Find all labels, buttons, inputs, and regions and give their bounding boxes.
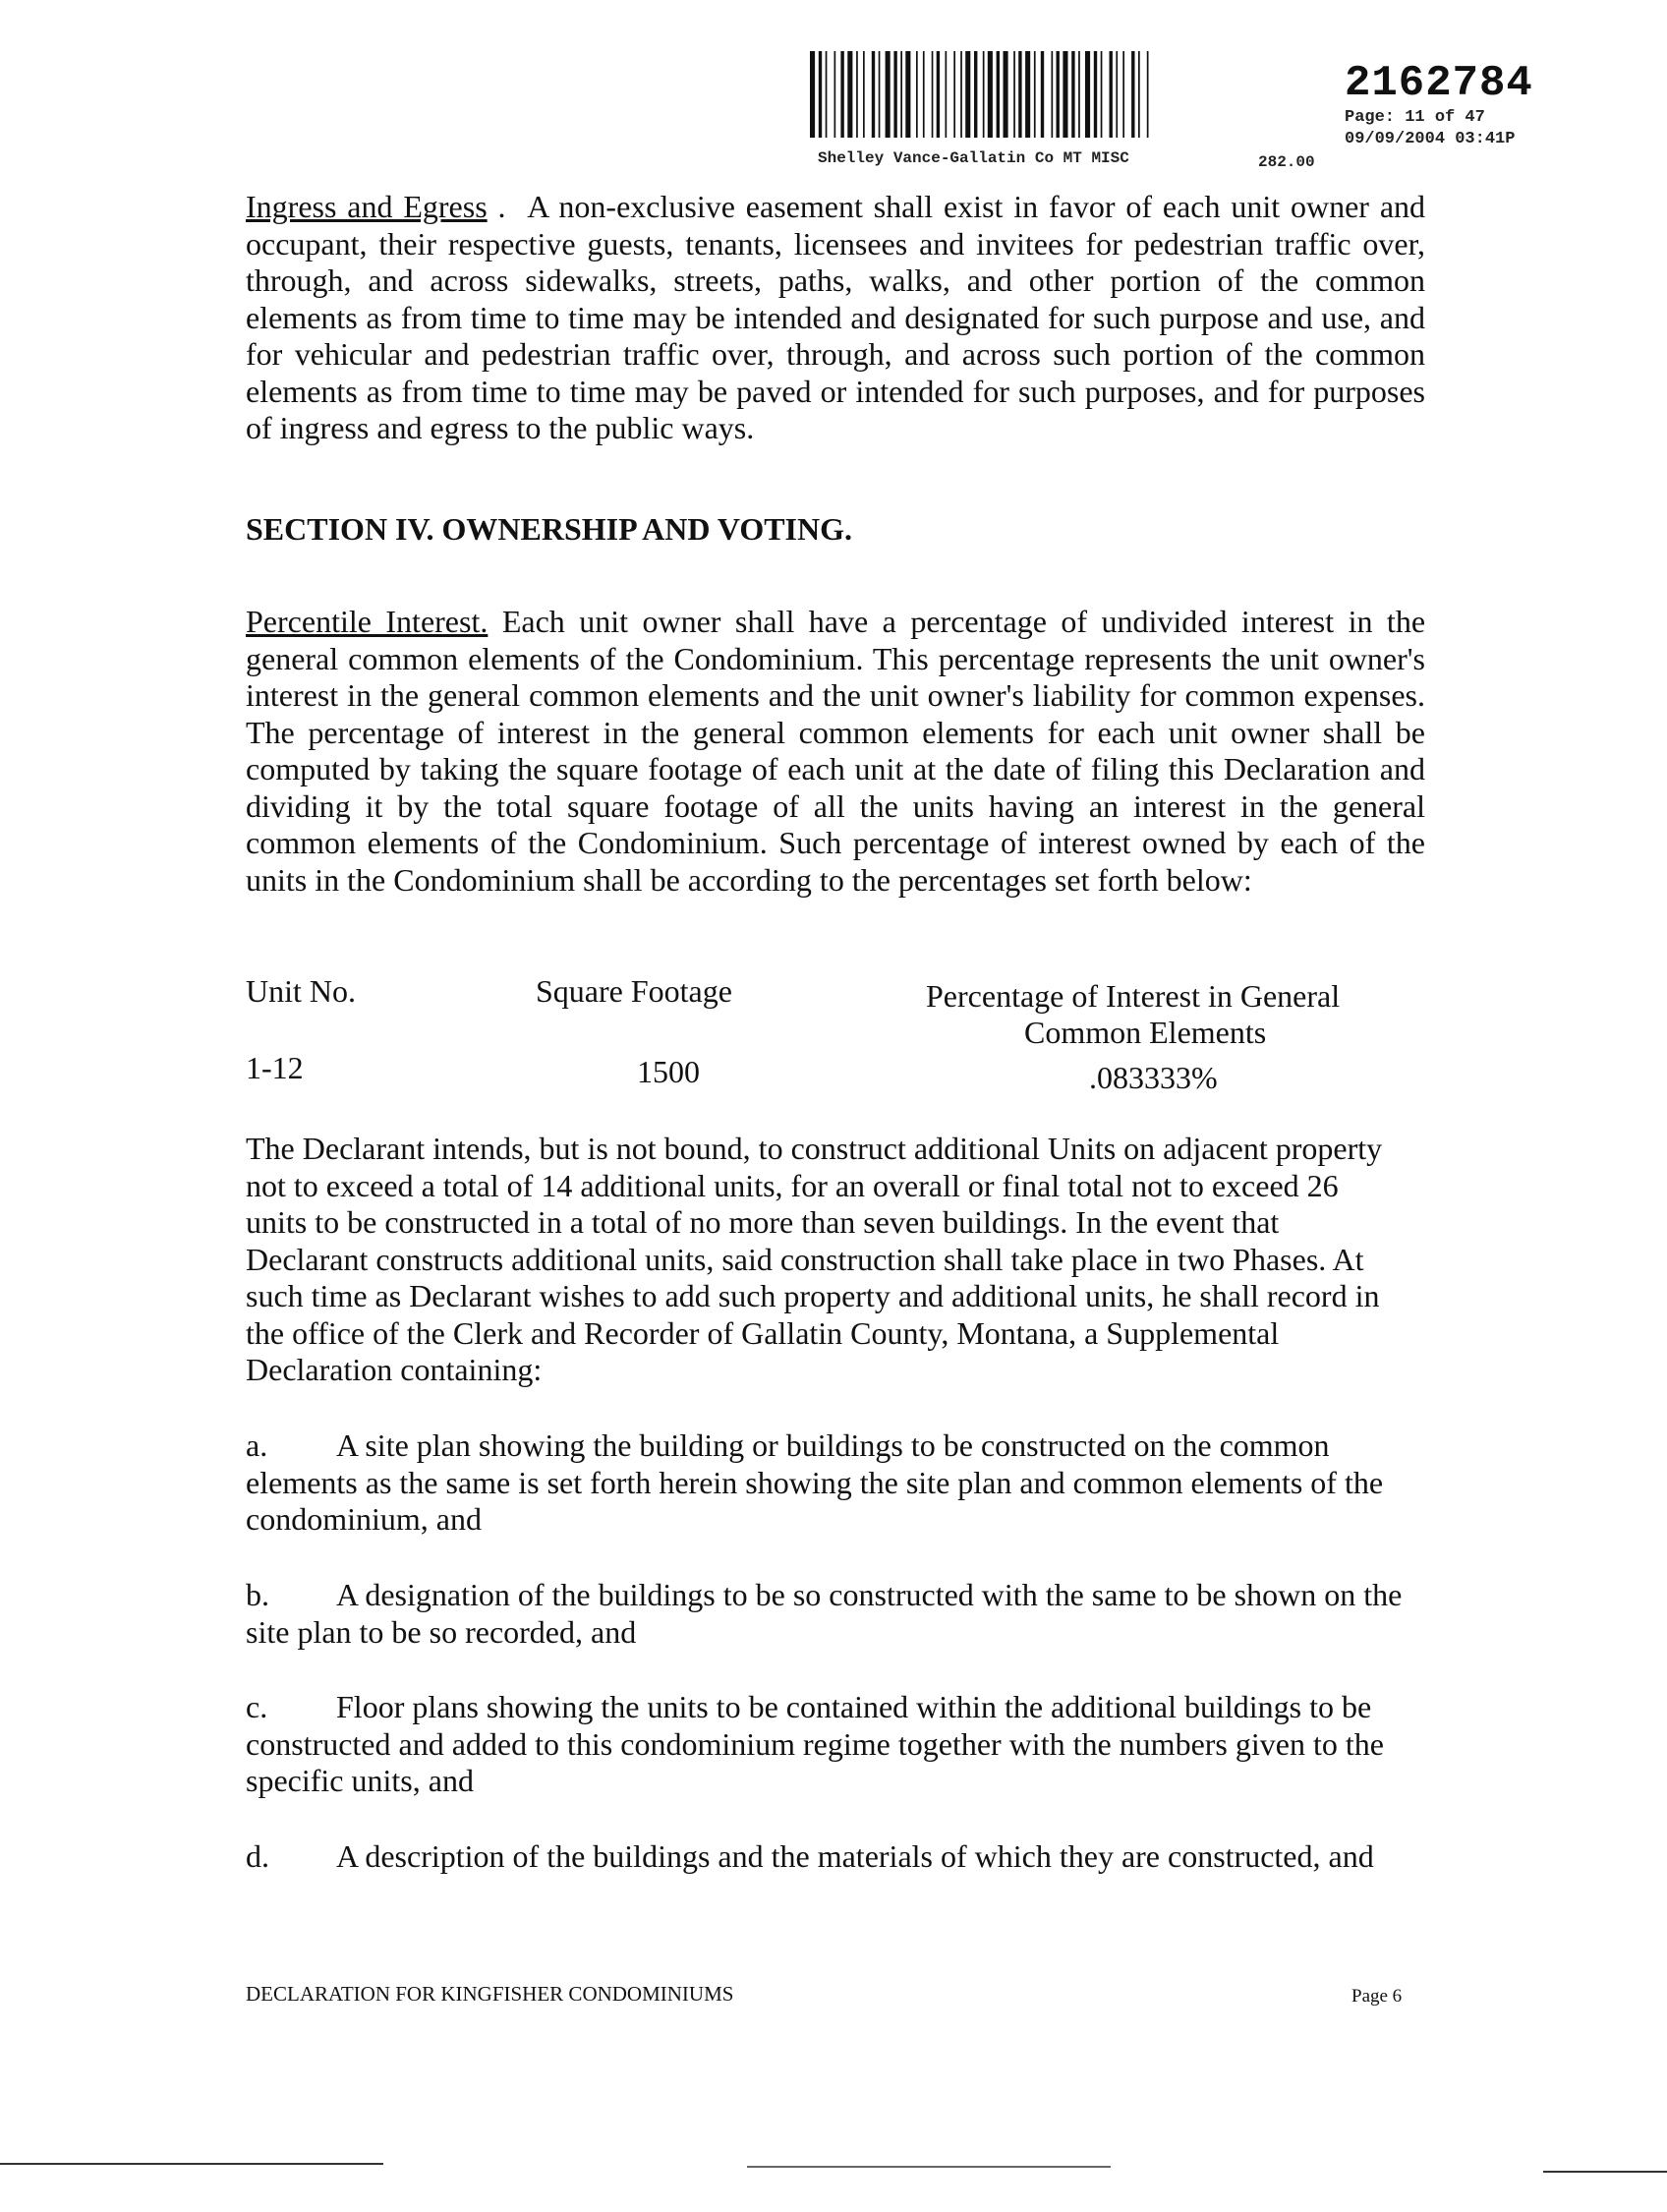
- barcode-bar: [1071, 51, 1074, 138]
- list-item-c: [246, 1689, 1425, 1800]
- page-info: Page: 11 of 47: [1345, 108, 1485, 127]
- barcode-bar: [1013, 51, 1015, 138]
- percentile-paragraph: [246, 604, 1425, 899]
- barcode-bar: [1025, 51, 1030, 138]
- item-text: Floor plans showing the units to be contained within the additional buildings to be constructed and added to this condominium regime together with the numbers given to the specific units, and: [246, 1689, 1384, 1798]
- ingress-paragraph: [246, 189, 1425, 447]
- item-marker: d.: [246, 1838, 269, 1874]
- barcode-bar: [1004, 51, 1008, 138]
- barcode-bar: [872, 51, 875, 138]
- item-text: A site plan showing the building or buildings to be constructed on the common elements as the same is set forth herein showing the site plan and common elements of the condominium, and: [246, 1427, 1384, 1537]
- barcode-bar: [810, 51, 815, 138]
- list-item-d: [246, 1838, 1425, 1876]
- ingress-body: A non-exclusive easement shall exist in favor of each unit owner and occupant, their respective guests, tenants, licensees and invitees for pedestrian traffic over, through, and across sidewalks, streets, paths, walks, and other portion of the common elements as from time to time may be intended and designated for such purpose and use, and for vehicular and pedestrian traffic over, through, and across such portion of the common elements as from time to time may be paved or intended for such purposes, and for purposes of ingress and egress to the public ways.: [246, 189, 1426, 445]
- percentile-body: Each unit owner shall have a percentage of undivided interest in the general common elements of the Condominium. This percentage represents the unit owner's interest in the general common elements and the unit owner's liability for common expenses. The percentage of interest in the general common elements for each unit owner shall be computed by taking the square footage of each unit at the date of filing this Declaration and dividing it by the total square footage of all the units having an interest in the general common elements of the Condominium. Such percentage of interest owned by each of the units in the Condominium shall be according to the percentages set forth below:: [246, 604, 1426, 898]
- item-marker: a.: [246, 1427, 268, 1463]
- barcode-bar: [960, 51, 962, 138]
- barcode-bar: [1052, 51, 1054, 138]
- barcode-bar: [1063, 51, 1067, 138]
- document-number: 2162784: [1345, 59, 1533, 108]
- barcode-bar: [1116, 51, 1118, 138]
- ingress-title: Ingress and Egress: [246, 189, 488, 224]
- item-marker: b.: [246, 1577, 269, 1612]
- barcode-bar: [1094, 51, 1097, 138]
- header-common-elements: Common Elements: [1024, 1015, 1267, 1050]
- section-heading: SECTION IV. OWNERSHIP AND VOTING.: [246, 511, 852, 547]
- recorder-name: Shelley Vance-Gallatin Co MT MISC: [818, 149, 1129, 167]
- barcode-bar: [886, 51, 891, 138]
- barcode-bar: [1057, 51, 1060, 138]
- scan-line: [1543, 2171, 1667, 2173]
- declarant-paragraph: The Declarant intends, but is not bound, to construct additional Units on adjacent property not to exceed a total of 14 additional units, for an overall or final total not to exceed 26 units to be constructed in a total of no more than seven buildings. In the event that Declarant constructs additional units, said construction shall take place in two Phases. At such time as Declarant wishes to add such property and additional units, he shall record in the office of the Clerk and Recorder of Gallatin County, Montana, a Supplemental Declaration containing:: [246, 1131, 1383, 1387]
- scan-line: [747, 2166, 1111, 2168]
- cell-square-footage: 1500: [637, 1054, 700, 1089]
- header-square-footage: Square Footage: [536, 973, 732, 1009]
- barcode: [806, 51, 1327, 138]
- recording-stamp: [806, 43, 1553, 171]
- footer-title: DECLARATION FOR KINGFISHER CONDOMINIUMS: [246, 1982, 734, 2006]
- barcode-bar: [1101, 51, 1103, 138]
- barcode-bar: [847, 51, 852, 138]
- header-unit-no: Unit No.: [246, 973, 356, 1009]
- item-text: A designation of the buildings to be so constructed with the same to be shown on the site plan to be so recorded, and: [246, 1577, 1403, 1650]
- barcode-bar: [856, 51, 858, 138]
- barcode-bar: [983, 51, 985, 138]
- barcode-bar: [826, 51, 828, 138]
- barcode-bar: [953, 51, 955, 138]
- recording-fee: 282.00: [1258, 153, 1315, 171]
- barcode-bar: [1122, 51, 1124, 138]
- list-item-b: [246, 1577, 1425, 1651]
- recording-datetime: 09/09/2004 03:41P: [1345, 130, 1516, 148]
- percentile-title: Percentile Interest.: [246, 604, 489, 639]
- barcode-bar: [946, 51, 948, 138]
- header-percentage: Percentage of Interest in General: [926, 978, 1341, 1014]
- barcode-bar: [965, 51, 970, 138]
- barcode-bar: [916, 51, 918, 138]
- barcode-bar: [840, 51, 843, 138]
- barcode-bar: [1147, 51, 1149, 138]
- barcode-bar: [863, 51, 865, 138]
- barcode-bar: [879, 51, 881, 138]
- list-item-a: [246, 1427, 1425, 1539]
- scan-line: [0, 2163, 383, 2165]
- barcode-bar: [988, 51, 993, 138]
- barcode-bar: [819, 51, 822, 138]
- barcode-bar: [1138, 51, 1140, 138]
- barcode-bar: [1131, 51, 1134, 138]
- barcode-bar: [893, 51, 896, 138]
- barcode-bar: [937, 51, 940, 138]
- barcode-bar: [900, 51, 902, 138]
- barcode-bar: [1078, 51, 1080, 138]
- barcode-bar: [1041, 51, 1044, 138]
- barcode-bar: [974, 51, 977, 138]
- cell-percentage: .083333%: [1089, 1060, 1218, 1095]
- ingress-title-suffix: .: [487, 189, 506, 224]
- item-marker: c.: [246, 1689, 268, 1724]
- barcode-bar: [1085, 51, 1090, 138]
- cell-unit-no: 1-12: [246, 1050, 304, 1085]
- barcode-bar: [932, 51, 934, 138]
- barcode-bar: [1018, 51, 1021, 138]
- barcode-bar: [923, 51, 925, 138]
- item-text: A description of the buildings and the materials of which they are constructed, and: [336, 1838, 1374, 1874]
- barcode-bar: [997, 51, 1000, 138]
- barcode-bar: [1034, 51, 1036, 138]
- barcode-bar: [834, 51, 836, 138]
- footer-page-number: Page 6: [1351, 1986, 1403, 2007]
- barcode-bar: [1110, 51, 1113, 138]
- barcode-bar: [905, 51, 910, 138]
